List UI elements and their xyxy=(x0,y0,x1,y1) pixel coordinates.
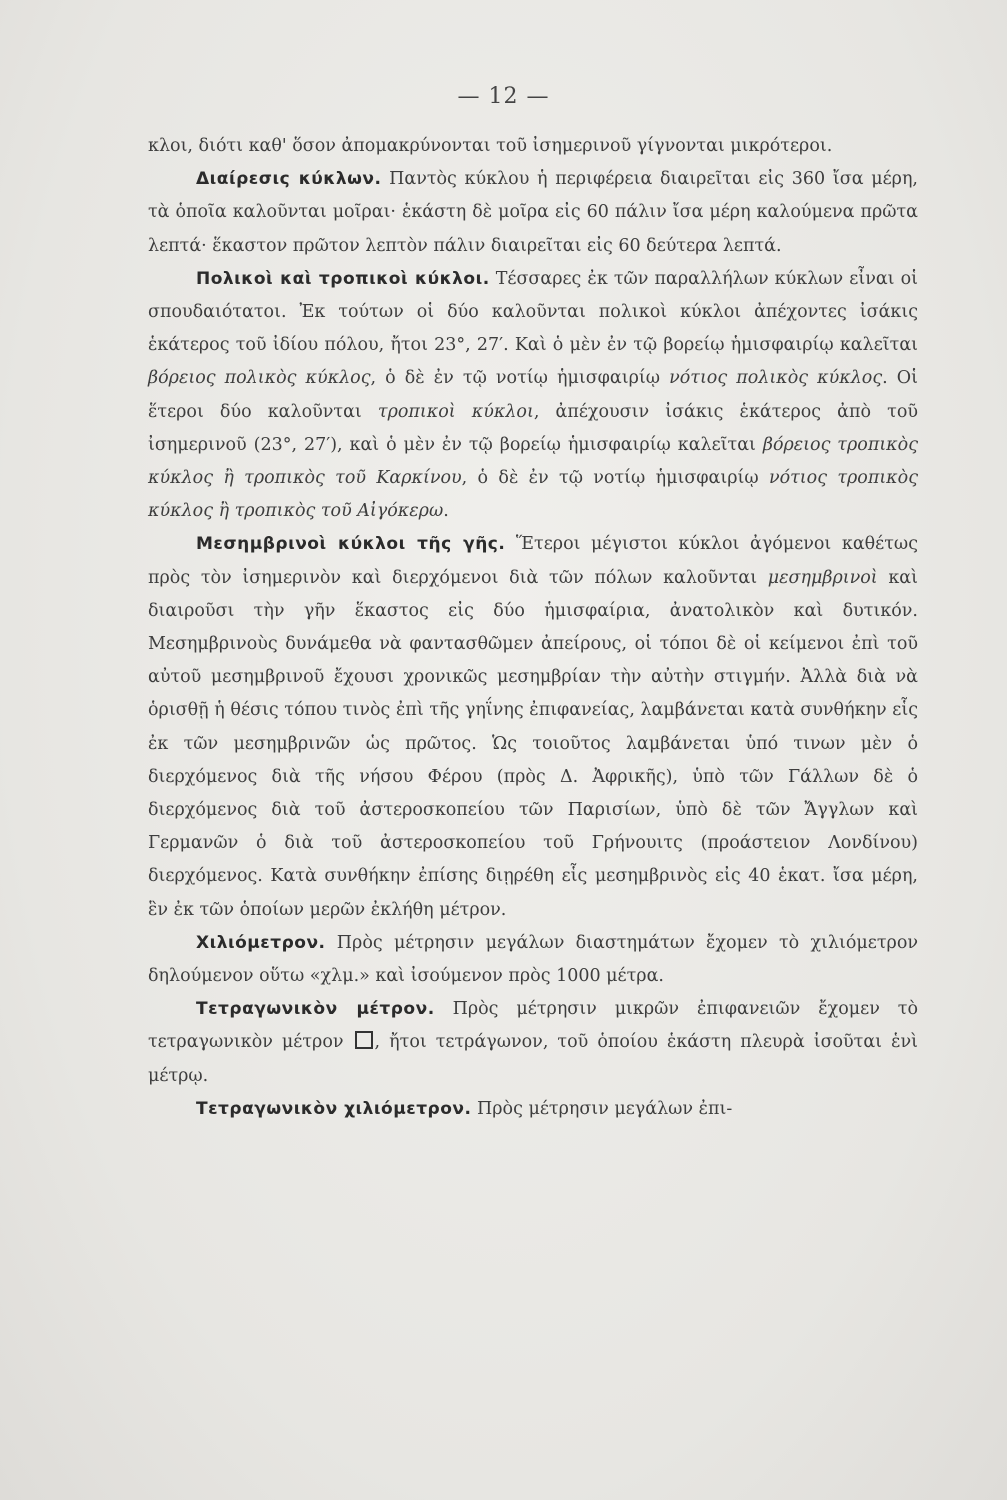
paragraph-kilometer: Χιλιόμετρον. Πρὸς μέτρησιν μεγάλων διαστημάτων ἔχομεν τὸ χιλιόμετρον δηλούμενον οὕτω «χλμ.» καὶ ἰσούμενον πρὸς 1000 μέτρα. xyxy=(148,932,918,987)
section-heading: Μεσημβρινοὶ κύκλοι τῆς γῆς. xyxy=(196,534,506,555)
section-heading: Τετραγωνικὸν μέτρον. xyxy=(196,999,435,1020)
paragraph-polar-tropic-circles: Πολικοὶ καὶ τροπικοὶ κύκλοι. Τέσσαρες ἐκ τῶν παραλλήλων κύκλων εἶναι οἱ σπουδαιότατοι. Ἐκ τούτων οἱ δύο καλοῦνται πολικοὶ κύκλοι ἀπέχοντες ἰσάκις ἑκάτερος τοῦ ἰδίου πόλου, ἤτοι 23°, 27′. Καὶ ὁ μὲν ἐν τῷ βορείῳ ἡμισφαιρίῳ καλεῖται βόρειος πολικὸς κύκλος, ὁ δὲ ἐν τῷ νοτίῳ ἡμισφαιρίῳ νότιος πολικὸς κύκλος. Οἱ ἕτεροι δύο καλοῦνται τροπικοὶ κύκλοι, ἀπέχουσιν ἰσάκις ἑκάτερος ἀπὸ τοῦ ἰσημερινοῦ (23°, 27′), καὶ ὁ μὲν ἐν τῷ βορείῳ ἡμισφαιρίῳ καλεῖται βόρειος τροπικὸς κύκλος ἢ τροπικὸς τοῦ Καρκίνου, ὁ δὲ ἐν τῷ νοτίῳ ἡμισφαιρίῳ νότιος τροπικὸς κύκλος ἢ τροπικὸς τοῦ Αἰγόκερω. xyxy=(148,268,919,522)
section-heading: Πολικοὶ καὶ τροπικοὶ κύκλοι. xyxy=(196,268,490,289)
paragraph-square-kilometer: Τετραγωνικὸν χιλιόμετρον. Πρὸς μέτρησιν μεγάλων ἐπι- xyxy=(196,1098,733,1119)
section-heading: Τετραγωνικὸν χιλιόμετρον. xyxy=(196,1098,472,1119)
page-number: — 12 — xyxy=(457,84,550,109)
body-text xyxy=(148,130,918,1126)
section-heading: Διαίρεσις κύκλων. xyxy=(196,169,382,190)
paragraph-continuation: κλοι, διότι καθ' ὅσον ἀπομακρύνονται τοῦ ἰσημερινοῦ γίγνονται μικρότεροι. xyxy=(148,136,833,156)
paragraph-square-meter: Τετραγωνικὸν μέτρον. Πρὸς μέτρησιν μικρῶν ἐπιφανειῶν ἔχομεν τὸ τετραγωνικὸν μέτρον , ἤτοι τετράγωνον, τοῦ ὁποίου ἑκάστη πλευρὰ ἰσοῦται ἑνὶ μέτρῳ. xyxy=(148,999,918,1086)
paragraph-meridians: Μεσημβρινοὶ κύκλοι τῆς γῆς. Ἕτεροι μέγιστοι κύκλοι ἀγόμενοι καθέτως πρὸς τὸν ἰσημερινὸν καὶ διερχόμενοι διὰ τῶν πόλων καλοῦνται μεσημβρινοὶ καὶ διαιροῦσι τὴν γῆν ἕκαστος εἰς δύο ἡμισφαίρια, ἀνατολικὸν καὶ δυτικόν. Μεσημβρινοὺς δυνάμεθα νὰ φαντασθῶμεν ἀπείρους, οἱ τόποι δὲ οἱ κείμενοι ἐπὶ τοῦ αὐτοῦ μεσημβρινοῦ ἔχουσι χρονικῶς μεσημβρίαν τὴν αὐτὴν στιγμήν. Ἀλλὰ διὰ νὰ ὁρισθῇ ἡ θέσις τόπου τινὸς ἐπὶ τῆς γηΐνης ἐπιφανείας, λαμβάνεται κατὰ συνθήκην εἷς ἐκ τῶν μεσημβρινῶν ὡς πρῶτος. Ὡς τοιοῦτος λαμβάνεται ὑπό τινων μὲν ὁ διερχόμενος διὰ τῆς νήσου Φέρου (πρὸς Δ. Ἀφρικῆς), ὑπὸ τῶν Γάλλων δὲ ὁ διερχόμενος διὰ τοῦ ἀστεροσκοπείου τῶν Παρισίων, ὑπὸ δὲ τῶν Ἄγγλων καὶ Γερμανῶν ὁ διὰ τοῦ ἀστεροσκοπείου τοῦ Γρήνουιτς (προάστειον Λονδίνου) διερχόμενος. Κατὰ συνθήκην ἐπίσης διῃρέθη εἷς μεσημβρινὸς εἰς 40 ἑκατ. ἴσα μέρη, ἓν ἐκ τῶν ὁποίων μερῶν ἐκλήθη μέτρον. xyxy=(148,534,918,920)
section-heading: Χιλιόμετρον. xyxy=(196,932,326,953)
paragraph-circle-division: Διαίρεσις κύκλων. Παντὸς κύκλου ἡ περιφέρεια διαιρεῖται εἰς 360 ἴσα μέρη, τὰ ὁποῖα καλοῦνται μοῖραι· ἑκάστη δὲ μοῖρα εἰς 60 πάλιν ἴσα μέρη καλούμενα πρῶτα λεπτά· ἕκαστον πρῶτον λεπτὸν πάλιν διαιρεῖται εἰς 60 δεύτερα λεπτά. xyxy=(148,169,918,256)
square-symbol-icon xyxy=(355,1031,373,1049)
